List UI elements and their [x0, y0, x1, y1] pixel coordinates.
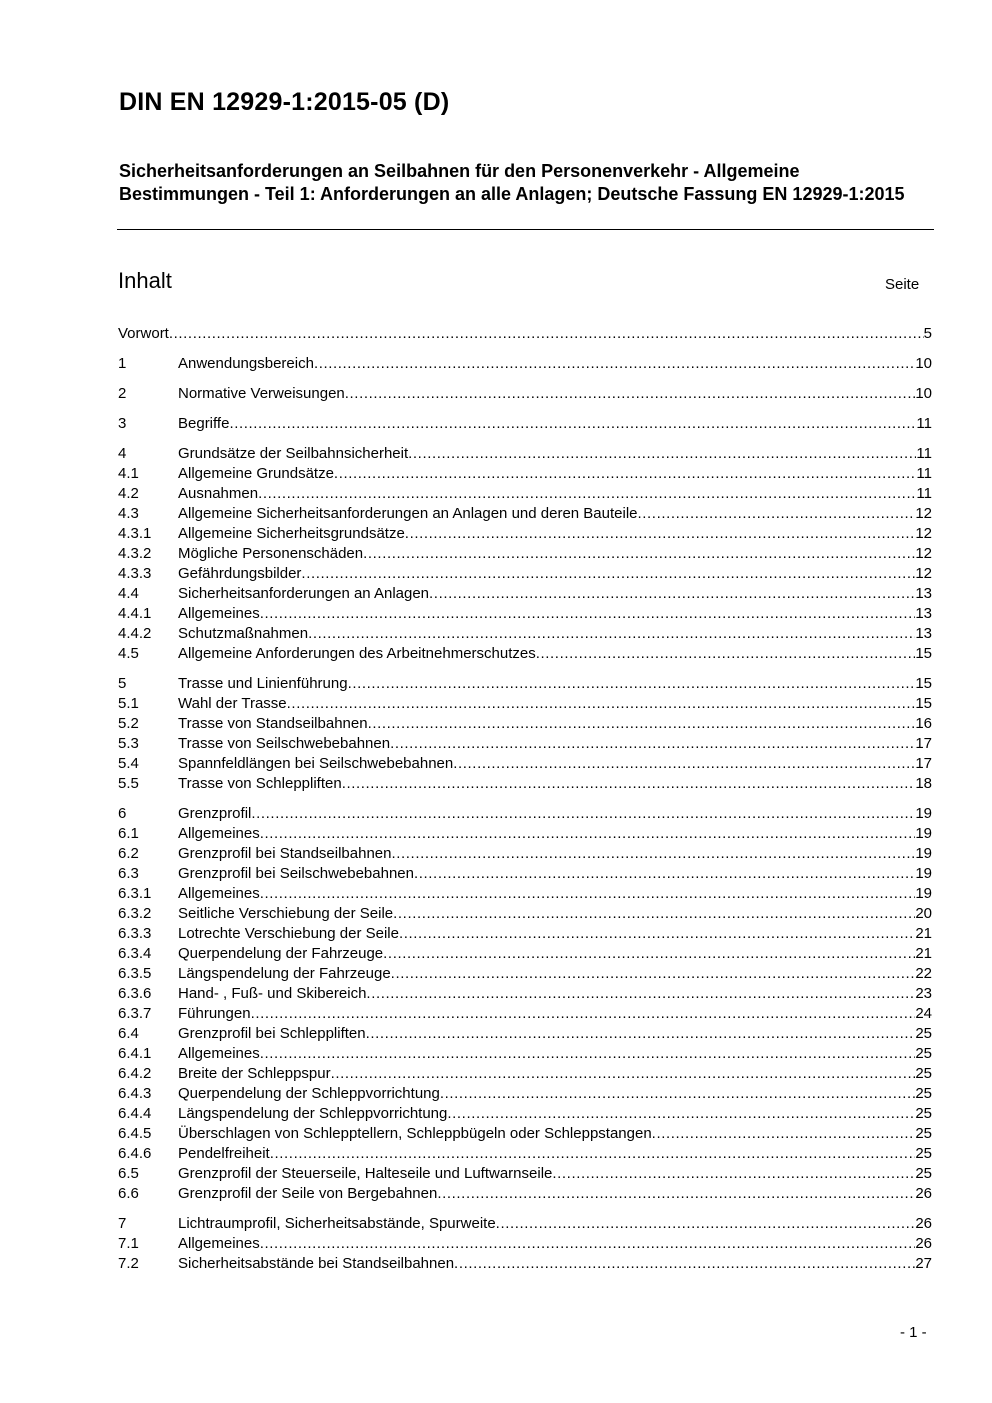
toc-entry-page: 25	[915, 1145, 932, 1162]
toc-entry-number: 4.3.2	[118, 545, 152, 562]
toc-heading: Inhalt	[118, 268, 172, 293]
toc-dot-leader	[391, 844, 915, 864]
toc-entry-number: 6.3	[118, 865, 139, 882]
toc-entry-number: 5	[118, 675, 127, 692]
toc-entry-number: 2	[118, 385, 127, 402]
toc-entry[interactable]	[118, 524, 932, 544]
toc-entry-page: 24	[915, 1005, 932, 1022]
toc-dot-leader	[496, 1214, 916, 1234]
toc-entry-title: Gefährdungsbilder	[178, 565, 302, 582]
toc-dot-leader	[260, 604, 916, 624]
toc-entry-title: Spannfeldlängen bei Seilschwebebahnen	[178, 755, 454, 772]
toc-entry-page: 19	[915, 845, 932, 862]
toc-dot-leader	[638, 504, 916, 524]
toc-entry-page: 19	[915, 825, 932, 842]
toc-dot-leader	[363, 544, 915, 564]
toc-entry-number: 4.4.2	[118, 625, 152, 642]
toc-entry[interactable]	[118, 1004, 932, 1024]
toc-entry-number: 5.4	[118, 755, 139, 772]
toc-dot-leader	[260, 884, 916, 904]
toc-dot-leader	[287, 694, 916, 714]
toc-entry-page: 12	[915, 565, 932, 582]
toc-entry-page: 12	[915, 525, 932, 542]
toc-entry-number: 6.6	[118, 1185, 139, 1202]
toc-entry-page: 18	[915, 775, 932, 792]
toc-entry[interactable]	[118, 384, 932, 404]
toc-dot-leader	[383, 944, 915, 964]
toc-entry-number: 4.5	[118, 645, 139, 662]
document-subtitle: Sicherheitsanforderungen an Seilbahnen für den Personenverkehr - Allgemeine Bestimmungen - Teil 1: Anforderungen an alle Anlagen; Deutsche Fassung EN 12929-1:2015	[119, 161, 905, 204]
toc-entry-number: 6.4.2	[118, 1065, 152, 1082]
toc-entry-title: Längspendelung der Schleppvorrichtung	[178, 1105, 448, 1122]
toc-entry-number: 6.4.3	[118, 1085, 152, 1102]
toc-entry[interactable]	[118, 844, 932, 864]
toc-entry-title: Allgemeine Anforderungen des Arbeitnehmerschutzes	[178, 645, 536, 662]
toc-entry-title: Normative Verweisungen	[178, 385, 345, 402]
toc-entry-title: Mögliche Personenschäden	[178, 545, 364, 562]
toc-entry[interactable]	[118, 924, 932, 944]
toc-entry-page: 11	[916, 485, 932, 502]
toc-entry-number: 1	[118, 355, 127, 372]
toc-dot-leader	[368, 714, 916, 734]
toc-entry-page: 17	[915, 755, 932, 772]
toc-dot-leader	[301, 564, 915, 584]
toc-entry-title: Längspendelung der Fahrzeuge	[178, 965, 391, 982]
toc-entry-page: 21	[915, 925, 932, 942]
toc-entry-page: 17	[915, 735, 932, 752]
toc-entry-title: Lotrechte Verschiebung der Seile	[178, 925, 399, 942]
toc-entry-page: 25	[915, 1025, 932, 1042]
toc-dot-leader	[399, 924, 915, 944]
toc-entry[interactable]	[118, 1104, 932, 1124]
toc-entry-title: Grenzprofil der Seile von Bergebahnen	[178, 1185, 438, 1202]
toc-entry-title: Trasse von Standseilbahnen	[178, 715, 368, 732]
toc-entry[interactable]	[118, 324, 932, 344]
toc-entry-page: 15	[915, 645, 932, 662]
toc-dot-leader	[331, 1064, 916, 1084]
toc-entry-number: 4	[118, 445, 127, 462]
toc-dot-leader	[260, 1234, 916, 1254]
toc-entry-number: 5.5	[118, 775, 139, 792]
document-title: DIN EN 12929-1:2015-05 (D)	[119, 88, 450, 116]
toc-entry[interactable]	[118, 804, 932, 824]
toc-page-label: Seite	[885, 276, 920, 293]
toc-entry-title: Querpendelung der Fahrzeuge	[178, 945, 384, 962]
toc-entry-number: 4.1	[118, 465, 139, 482]
toc-entry-title: Allgemeines	[178, 1045, 260, 1062]
toc-entry[interactable]	[118, 484, 932, 504]
toc-dot-leader	[393, 904, 915, 924]
toc-entry-page: 12	[915, 545, 932, 562]
toc-entry-number: 3	[118, 415, 127, 432]
toc-entry[interactable]	[118, 1064, 932, 1084]
toc-entry-number: 6.3.3	[118, 925, 152, 942]
toc-dot-leader	[536, 644, 916, 664]
toc-entry[interactable]	[118, 1144, 932, 1164]
toc-dot-leader	[440, 1084, 915, 1104]
toc-entry[interactable]	[118, 944, 932, 964]
toc-entry-page: 15	[915, 675, 932, 692]
toc-entry-title: Begriffe	[178, 415, 230, 432]
toc-entry-title: Hand- , Fuß- und Skibereich	[178, 985, 367, 1002]
toc-entry[interactable]	[118, 884, 932, 904]
toc-entry-title: Wahl der Trasse	[178, 695, 287, 712]
toc-entry-number: 6.3.4	[118, 945, 152, 962]
toc-entry[interactable]	[118, 984, 932, 1004]
toc-entry-title: Allgemeine Sicherheitsanforderungen an Anlagen und deren Bauteile	[178, 505, 638, 522]
toc-entry-page: 11	[916, 415, 932, 432]
page-number: - 1 -	[900, 1324, 927, 1341]
toc-entry-number: 6.2	[118, 845, 139, 862]
toc-entry-title: Vorwort	[118, 325, 169, 342]
toc-dot-leader	[342, 774, 916, 794]
toc-entry[interactable]	[118, 1164, 932, 1184]
toc-entry-title: Allgemeine Sicherheitsgrundsätze	[178, 525, 405, 542]
toc-entry-page: 15	[915, 695, 932, 712]
toc-dot-leader	[229, 414, 916, 434]
toc-entry-page: 27	[915, 1255, 932, 1272]
toc-entry-number: 6.5	[118, 1165, 139, 1182]
toc-dot-leader	[308, 624, 915, 644]
toc-entry-number: 4.4	[118, 585, 139, 602]
toc-entry-title: Grenzprofil der Steuerseile, Halteseile und Luftwarnseile	[178, 1165, 553, 1182]
toc-entry[interactable]	[118, 774, 932, 794]
toc-entry-page: 26	[915, 1235, 932, 1252]
toc-entry[interactable]	[118, 964, 932, 984]
toc-entry[interactable]	[118, 624, 932, 644]
toc-entry-page: 25	[915, 1105, 932, 1122]
toc-entry-title: Sicherheitsanforderungen an Anlagen	[178, 585, 430, 602]
toc-entry-number: 6.3.5	[118, 965, 152, 982]
toc-entry-page: 25	[915, 1065, 932, 1082]
toc-entry-title: Überschlagen von Schlepptellern, Schleppbügeln oder Schleppstangen	[178, 1125, 652, 1142]
toc-entry[interactable]	[118, 1044, 932, 1064]
toc-entry-title: Trasse und Linienführung	[178, 675, 348, 692]
toc-entry[interactable]	[118, 1184, 932, 1204]
toc-entry-title: Ausnahmen	[178, 485, 259, 502]
toc-dot-leader	[453, 754, 915, 774]
toc-entry-page: 12	[915, 505, 932, 522]
toc-entry-page: 26	[915, 1215, 932, 1232]
toc-entry[interactable]	[118, 464, 932, 484]
toc-entry-title: Schutzmaßnahmen	[178, 625, 309, 642]
toc-entry-title: Trasse von Schleppliften	[178, 775, 342, 792]
toc-entry-title: Führungen	[178, 1005, 251, 1022]
toc-dot-leader	[429, 584, 915, 604]
toc-dot-leader	[345, 384, 916, 404]
table-of-contents	[118, 324, 932, 1274]
toc-dot-leader	[314, 354, 915, 374]
toc-entry-number: 6.4.4	[118, 1105, 152, 1122]
toc-dot-leader	[334, 464, 917, 484]
toc-entry-page: 13	[915, 585, 932, 602]
toc-entry-page: 25	[915, 1125, 932, 1142]
toc-entry-number: 6.4.5	[118, 1125, 152, 1142]
toc-entry-title: Grenzprofil	[178, 805, 252, 822]
toc-entry-page: 20	[915, 905, 932, 922]
toc-entry-title: Seitliche Verschiebung der Seile	[178, 905, 394, 922]
toc-entry[interactable]	[118, 1024, 932, 1044]
toc-entry-page: 25	[915, 1045, 932, 1062]
toc-entry-page: 5	[923, 325, 932, 342]
toc-entry-number: 6.3.7	[118, 1005, 152, 1022]
toc-entry-number: 6.3.1	[118, 885, 152, 902]
toc-entry[interactable]	[118, 904, 932, 924]
toc-entry-page: 22	[915, 965, 932, 982]
toc-entry-number: 5.2	[118, 715, 139, 732]
toc-entry-page: 26	[915, 1185, 932, 1202]
toc-entry[interactable]	[118, 604, 932, 624]
toc-entry-page: 19	[915, 885, 932, 902]
toc-entry[interactable]	[118, 1124, 932, 1144]
toc-entry[interactable]	[118, 864, 932, 884]
toc-entry-page: 16	[915, 715, 932, 732]
toc-entry-number: 5.1	[118, 695, 139, 712]
toc-entry-number: 4.4.1	[118, 605, 152, 622]
toc-dot-leader	[260, 1044, 916, 1064]
toc-entry-title: Querpendelung der Schleppvorrichtung	[178, 1085, 440, 1102]
toc-dot-leader	[447, 1104, 915, 1124]
toc-entry-title: Grenzprofil bei Schleppliften	[178, 1025, 366, 1042]
toc-dot-leader	[169, 324, 924, 344]
toc-entry-title: Grundsätze der Seilbahnsicherheit	[178, 445, 409, 462]
toc-entry[interactable]	[118, 504, 932, 524]
toc-entry-title: Allgemeine Grundsätze	[178, 465, 334, 482]
toc-entry-number: 7.2	[118, 1255, 139, 1272]
toc-entry[interactable]	[118, 824, 932, 844]
toc-entry[interactable]	[118, 1084, 932, 1104]
toc-entry[interactable]	[118, 754, 932, 774]
toc-entry-title: Grenzprofil bei Seilschwebebahnen	[178, 865, 414, 882]
toc-entry-page: 11	[916, 445, 932, 462]
toc-entry[interactable]	[118, 644, 932, 664]
title-divider	[117, 229, 934, 230]
toc-dot-leader	[414, 864, 915, 884]
toc-dot-leader	[390, 734, 915, 754]
toc-entry-number: 4.3	[118, 505, 139, 522]
toc-entry-title: Allgemeines	[178, 605, 260, 622]
toc-entry-page: 10	[915, 355, 932, 372]
toc-entry-page: 19	[915, 805, 932, 822]
toc-entry-number: 6.3.2	[118, 905, 152, 922]
toc-dot-leader	[391, 964, 916, 984]
toc-entry-title: Allgemeines	[178, 1235, 260, 1252]
toc-entry-number: 7.1	[118, 1235, 139, 1252]
toc-dot-leader	[454, 1254, 915, 1274]
toc-entry-number: 4.2	[118, 485, 139, 502]
toc-entry-title: Anwendungsbereich	[178, 355, 314, 372]
toc-entry-page: 25	[915, 1165, 932, 1182]
toc-entry-number: 6.4	[118, 1025, 139, 1042]
toc-dot-leader	[348, 674, 916, 694]
toc-entry[interactable]	[118, 1214, 932, 1234]
toc-entry-title: Sicherheitsabstände bei Standseilbahnen	[178, 1255, 455, 1272]
toc-entry-title: Allgemeines	[178, 825, 260, 842]
toc-entry[interactable]	[118, 1254, 932, 1274]
toc-entry-title: Grenzprofil bei Standseilbahnen	[178, 845, 392, 862]
toc-entry-title: Allgemeines	[178, 885, 260, 902]
toc-entry-page: 19	[915, 865, 932, 882]
toc-entry-number: 5.3	[118, 735, 139, 752]
toc-dot-leader	[437, 1184, 915, 1204]
toc-dot-leader	[405, 524, 916, 544]
toc-entry-page: 13	[915, 605, 932, 622]
toc-entry-number: 6.1	[118, 825, 139, 842]
toc-dot-leader	[652, 1124, 916, 1144]
toc-entry[interactable]	[118, 674, 932, 694]
toc-entry[interactable]	[118, 584, 932, 604]
toc-entry[interactable]	[118, 734, 932, 754]
toc-entry-number: 6.4.1	[118, 1045, 152, 1062]
toc-entry-number: 4.3.1	[118, 525, 152, 542]
toc-entry[interactable]	[118, 1234, 932, 1254]
toc-entry[interactable]	[118, 414, 932, 434]
toc-entry[interactable]	[118, 444, 932, 464]
toc-entry-number: 6.4.6	[118, 1145, 152, 1162]
toc-dot-leader	[408, 444, 916, 464]
toc-entry-title: Lichtraumprofil, Sicherheitsabstände, Spurweite	[178, 1215, 496, 1232]
toc-dot-leader	[366, 1024, 916, 1044]
toc-dot-leader	[251, 1004, 916, 1024]
toc-entry-title: Trasse von Seilschwebebahnen	[178, 735, 391, 752]
toc-dot-leader	[258, 484, 916, 504]
toc-dot-leader	[366, 984, 915, 1004]
toc-entry[interactable]	[118, 564, 932, 584]
toc-entry-title: Pendelfreiheit	[178, 1145, 270, 1162]
toc-dot-leader	[552, 1164, 915, 1184]
toc-entry-number: 6.3.6	[118, 985, 152, 1002]
toc-entry-page: 25	[915, 1085, 932, 1102]
toc-entry-number: 4.3.3	[118, 565, 152, 582]
toc-entry[interactable]	[118, 694, 932, 714]
toc-entry-page: 13	[915, 625, 932, 642]
toc-entry-number: 7	[118, 1215, 127, 1232]
toc-entry-page: 23	[915, 985, 932, 1002]
toc-entry-page: 11	[916, 465, 932, 482]
toc-entry-page: 21	[915, 945, 932, 962]
toc-entry[interactable]	[118, 354, 932, 374]
toc-dot-leader	[251, 804, 915, 824]
toc-entry[interactable]	[118, 714, 932, 734]
toc-entry[interactable]	[118, 544, 932, 564]
toc-dot-leader	[270, 1144, 916, 1164]
toc-dot-leader	[260, 824, 916, 844]
toc-entry-page: 10	[915, 385, 932, 402]
toc-entry-title: Breite der Schleppspur	[178, 1065, 331, 1082]
toc-entry-number: 6	[118, 805, 127, 822]
